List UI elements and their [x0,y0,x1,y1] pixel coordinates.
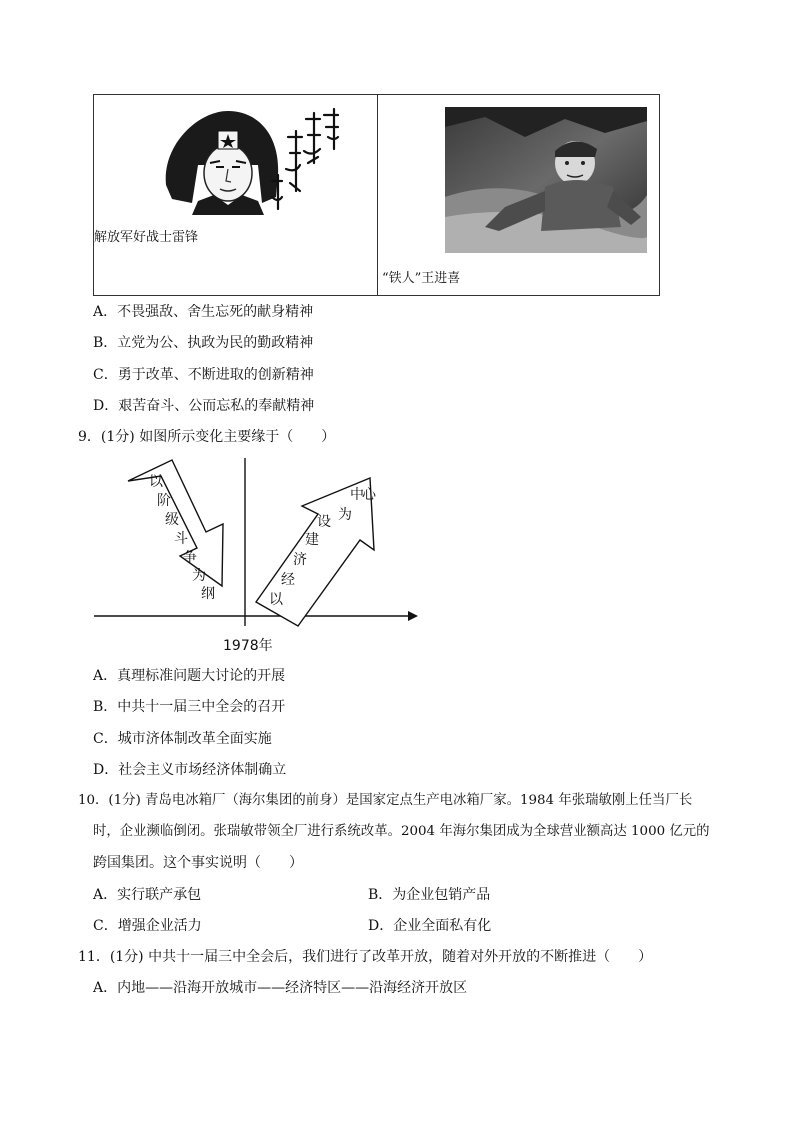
q10-option-d[interactable]: D．企业全面私有化 [368,918,492,934]
q9-stem: 9．(1分) 如图所示变化主要缘于（ ） [78,429,336,445]
down-arrow-char: 为 [192,568,206,584]
year-label: 1978年 [223,638,273,654]
q8-option-c[interactable]: C．勇于改革、不断进取的创新精神 [93,367,314,383]
q10-stem-line2: 时，企业濒临倒闭。张瑞敏带领全厂进行系统改革。2004 年海尔集团成为全球营业额高达 1000 亿元的 [93,824,710,839]
up-arrow-char: 为 [338,507,352,523]
q8-option-a[interactable]: A．不畏强敌、舍生忘死的献身精神 [93,304,314,320]
down-arrow-char: 级 [165,512,179,528]
down-arrow-char: 阶 [157,493,171,509]
down-arrow-char: 纲 [201,586,215,602]
left-image-caption: 解放军好战士雷锋 [94,230,199,245]
up-arrow-char: 建 [305,532,319,548]
q9-option-a[interactable]: A．真理标准问题大讨论的开展 [93,668,286,684]
q8-option-d[interactable]: D．艰苦奋斗、公而忘私的奉献精神 [93,398,315,414]
wang-jinxi-photo-image [445,107,647,253]
q11-stem: 11．(1分) 中共十一届三中全会后，我们进行了改革开放，随着对外开放的不断推进（ ） [78,949,653,965]
q10-option-b[interactable]: B．为企业包销产品 [368,887,491,903]
q10-stem-line3: 跨国集团。这个事实说明（ ） [93,855,303,871]
down-arrow-char: 以 [149,474,163,490]
q10-option-c[interactable]: C．增强企业活力 [93,918,202,934]
lei-feng-portrait-image [158,105,340,215]
up-arrow-char: 济 [293,552,307,568]
image-table [93,94,660,296]
up-arrow-char: 心 [362,487,376,503]
axis-arrowhead [408,611,418,621]
right-image-caption: “铁人”王进喜 [382,271,461,286]
q10-stem-line1: 10．(1分) 青岛电冰箱厂（海尔集团的前身）是国家定点生产电冰箱厂家。1984 年张瑞敏刚上任当厂长 [78,793,693,808]
table-divider [377,95,378,295]
q9-diagram [88,456,428,656]
q9-option-b[interactable]: B．中共十一届三中全会的召开 [93,699,286,715]
q8-option-b[interactable]: B．立党为公、执政为民的勤政精神 [93,335,314,351]
up-arrow-char: 以 [269,592,283,608]
q9-option-c[interactable]: C．城市济体制改革全面实施 [93,731,272,747]
q11-option-a[interactable]: A．内地——沿海开放城市——经济特区——沿海经济开放区 [93,980,468,996]
down-arrow-char: 斗 [174,531,188,547]
up-arrow-char: 中 [350,487,364,503]
down-arrow-char: 争 [183,550,197,566]
q9-option-d[interactable]: D．社会主义市场经济体制确立 [93,762,287,778]
q10-option-a[interactable]: A．实行联产承包 [93,887,202,903]
up-arrow-char: 经 [281,572,295,588]
up-arrow-char: 设 [317,514,331,530]
